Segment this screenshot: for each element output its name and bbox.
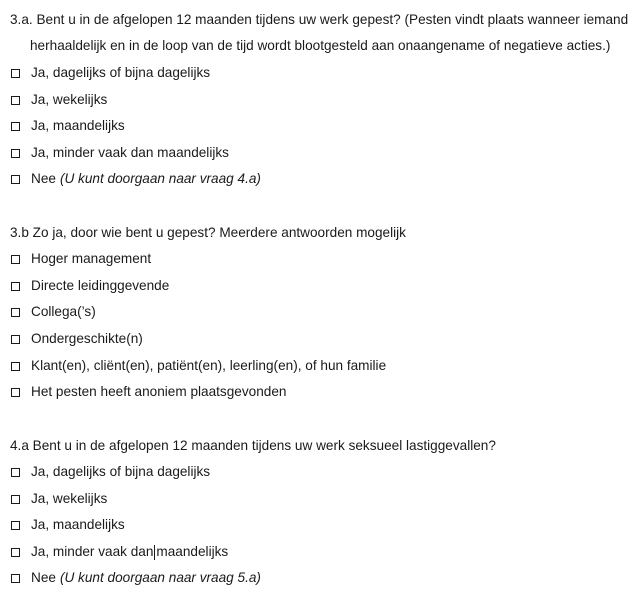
checkbox[interactable] (11, 308, 20, 317)
checkbox[interactable] (11, 255, 20, 264)
q4a-option-monthly[interactable] (11, 516, 125, 534)
q3b-option-colleagues[interactable] (11, 303, 96, 321)
option-label: Nee (31, 570, 56, 585)
checkbox[interactable] (11, 574, 20, 583)
option-label: Ja, maandelijks (31, 118, 125, 133)
question-3b-text: 3.b Zo ja, door wie bent u gepest? Meerdere antwoorden mogelijk (10, 225, 406, 240)
option-label: Ja, wekelijks (31, 491, 108, 506)
checkbox[interactable] (11, 521, 20, 530)
checkbox[interactable] (11, 468, 20, 477)
skip-hint: (U kunt doorgaan naar vraag 4.a) (59, 171, 261, 186)
q3a-option-no[interactable] (11, 170, 261, 188)
checkbox[interactable] (11, 362, 20, 371)
q3a-option-daily[interactable] (11, 64, 210, 82)
checkbox[interactable] (11, 149, 20, 158)
q4a-option-less-than-monthly[interactable] (11, 543, 228, 561)
checkbox[interactable] (11, 175, 20, 184)
option-label: Collega(’s) (31, 304, 96, 319)
checkbox[interactable] (11, 495, 20, 504)
option-label: Ondergeschikte(n) (31, 331, 143, 346)
option-label: Het pesten heeft anoniem plaatsgevonden (31, 384, 287, 399)
skip-hint: (U kunt doorgaan naar vraag 5.a) (59, 570, 261, 585)
checkbox[interactable] (11, 335, 20, 344)
checkbox[interactable] (11, 548, 20, 557)
option-label: Nee (31, 171, 56, 186)
q4a-option-weekly[interactable] (11, 490, 107, 508)
option-label: Directe leidinggevende (31, 278, 170, 293)
q3a-option-monthly[interactable] (11, 117, 125, 135)
q3b-option-senior-management[interactable] (11, 250, 151, 268)
q3a-option-less-than-monthly[interactable] (11, 144, 229, 162)
option-label: Ja, minder vaak dan maandelijks (31, 145, 229, 160)
q3b-option-subordinates[interactable] (11, 330, 143, 348)
checkbox[interactable] (11, 282, 20, 291)
q4a-option-no[interactable] (11, 569, 261, 587)
q4a-option-daily[interactable] (11, 463, 210, 481)
q3b-option-anonymous[interactable] (11, 383, 286, 401)
option-label: Ja, minder vaak dan (31, 544, 154, 559)
question-3a-text-continued: herhaaldelijk en in de loop van de tijd wordt blootgesteld aan onaangename of negatieve acties.) (30, 38, 611, 53)
text-cursor (154, 545, 155, 560)
option-label: Ja, dagelijks of bijna dagelijks (31, 65, 211, 80)
question-4a-text: 4.a Bent u in de afgelopen 12 maanden tijdens uw werk seksueel lastiggevallen? (10, 438, 496, 453)
q3b-option-direct-manager[interactable] (11, 277, 169, 295)
option-label: Ja, maandelijks (31, 517, 125, 532)
option-label: Ja, dagelijks of bijna dagelijks (31, 464, 211, 479)
checkbox[interactable] (11, 388, 20, 397)
checkbox[interactable] (11, 122, 20, 131)
checkbox[interactable] (11, 69, 20, 78)
option-label: Hoger management (31, 251, 152, 266)
q3a-option-weekly[interactable] (11, 91, 107, 109)
checkbox[interactable] (11, 96, 20, 105)
option-label: Ja, wekelijks (31, 92, 108, 107)
q3b-option-clients[interactable] (11, 357, 386, 375)
option-label: Klant(en), cliënt(en), patiënt(en), leerling(en), of hun familie (31, 358, 387, 373)
option-label-tail: maandelijks (156, 544, 229, 559)
question-3a-text: 3.a. Bent u in de afgelopen 12 maanden tijdens uw werk gepest? (Pesten vindt plaats wanneer iemand (10, 12, 629, 27)
